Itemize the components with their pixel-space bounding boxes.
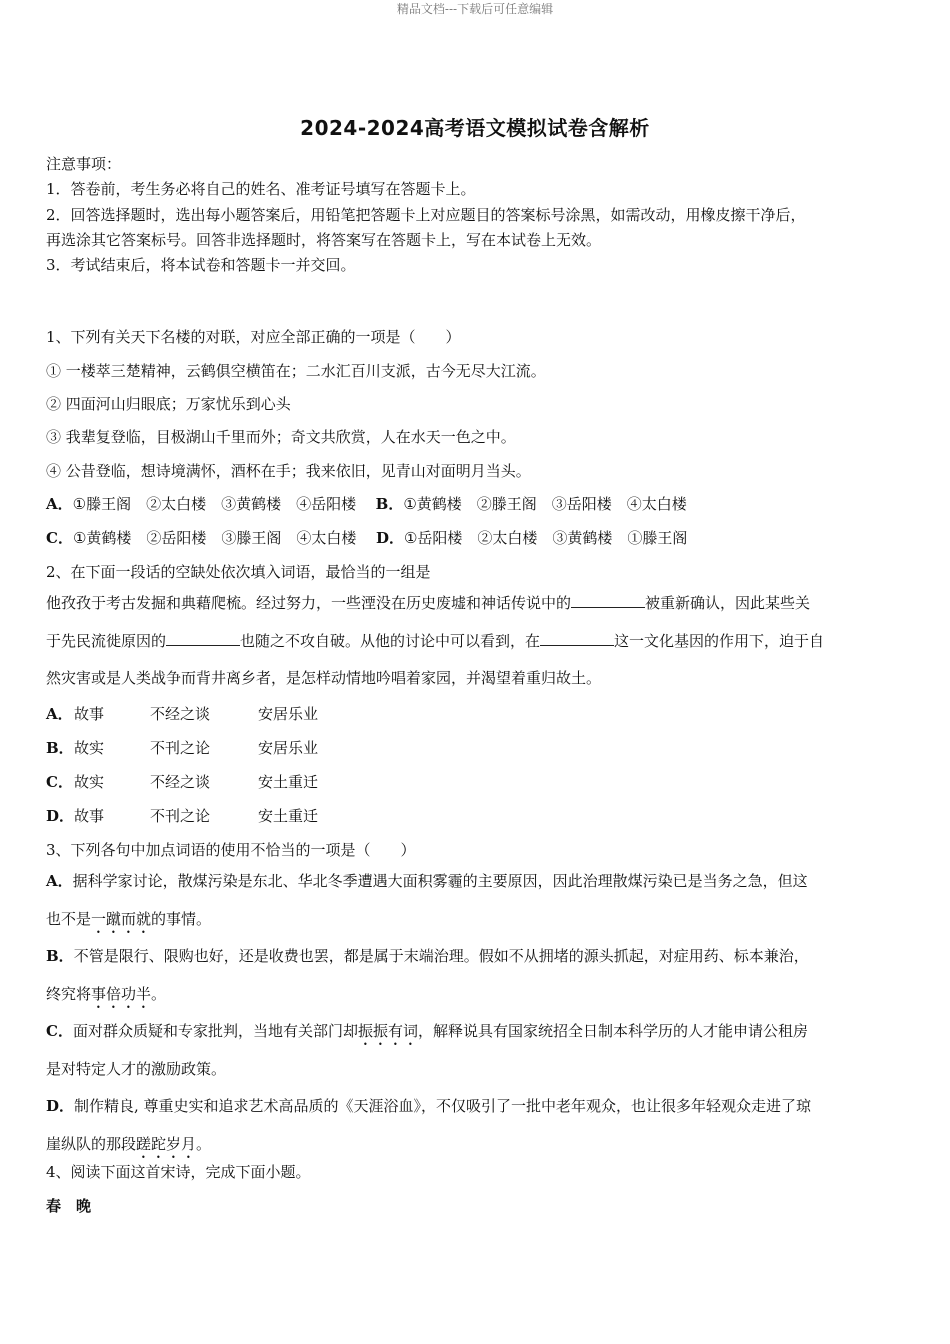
q2-option-b: B．故实 不刊之论 安居乐业 (46, 739, 319, 757)
q1-line-4: ④ 公昔登临，想诗境满怀，酒杯在手；我来依旧，见青山对面明月当头。 (46, 462, 531, 480)
q1-option-b: ①黄鹤楼 ②滕王阁 ③岳阳楼 ④太白楼 (403, 495, 687, 513)
q3-option-b-line-2: 终究将事倍功半。 (46, 984, 167, 1003)
fill-blank (571, 591, 645, 608)
notes-item: 2．回答选择题时，选出每小题答案后，用铅笔把答题卡上对应题目的答案标号涂黑，如需改动，用橡皮擦干净后， (46, 205, 806, 224)
q1-line-3: ③ 我辈复登临，目极湖山千里而外；奇文共欣赏，人在水天一色之中。 (46, 428, 516, 446)
q1-options-row-2 (46, 527, 910, 548)
notes-item: 3．考试结束后，将本试卷和答题卡一并交回。 (46, 256, 356, 275)
q1-line-1: ① 一楼萃三楚精神，云鹤俱空横笛在；二水汇百川支派，古今无尽大江流。 (46, 362, 546, 380)
q2-passage (46, 585, 906, 698)
q1-stem: 1、下列有关天下名楼的对联，对应全部正确的一项是（ ） (46, 328, 461, 346)
q3-option-d-line-1: D．制作精良, 尊重史实和追求艺术高品质的《天涯浴血》，不仅吸引了一批中老年观众，也让很多年轻观众走进了琼 (46, 1097, 812, 1115)
q1-option-c-label: C． (46, 529, 73, 547)
q2-option-a: A．故事 不经之谈 安居乐业 (46, 705, 319, 723)
fill-blank (166, 629, 240, 646)
q2-option-d: D．故事 不刊之论 安土重迁 (46, 807, 319, 825)
q3-option-a-line-2: 也不是一蹴而就的事情。 (46, 909, 212, 928)
q1-options-row-1 (46, 493, 910, 514)
q4-stem: 4、阅读下面这首宋诗，完成下面小题。 (46, 1163, 311, 1181)
q3-option-a-line-1: A．据科学家讨论，散煤污染是东北、华北冬季遭遇大面积雾霾的主要原因，因此治理散煤污染已是当务之急，但这 (46, 872, 808, 890)
q3-stem: 3、下列各句中加点词语的使用不恰当的一项是（ ） (46, 841, 416, 859)
q1-option-a: ①滕王阁 ②太白楼 ③黄鹤楼 ④岳阳楼 (72, 495, 357, 513)
q2-passage-line-2: 于先民流徙原因的 也随之不攻自破。从他的讨论中可以看到，在 这一文化基因的作用下，迫于自 (46, 623, 906, 661)
q2-passage-line-3: 然灾害或是人类战争而背井离乡者，是怎样动情地吟唱着家园，并渴望着重归故土。 (46, 669, 602, 687)
q1-option-d: ①岳阳楼 ②太白楼 ③黄鹤楼 ①滕王阁 (403, 529, 688, 547)
notes-section (46, 152, 910, 278)
q2-passage-line-1: 他孜孜于考古发掘和典藉爬梳。经过努力，一些湮没在历史废墟和神话传说中的 被重新确认，因此某些关 (46, 585, 906, 623)
q1-line-2: ② 四面河山归眼底；万家忧乐到心头 (46, 395, 291, 413)
q3-option-c-line-1: C．面对群众质疑和专家批判，当地有关部门却振振有词，解释说具有国家统招全日制本科学历的人才能申请公租房 (46, 1022, 808, 1040)
q1-option-d-label: D． (375, 529, 404, 547)
notes-heading: 注意事项： (46, 155, 122, 173)
q3-option-b-line-1: B．不管是限行、限购也好，还是收费也罢，都是属于末端治理。假如不从拥堵的源头抓起，对症用药、标本兼治， (46, 947, 809, 965)
q3-options (46, 863, 906, 1163)
page-header: 精品文档---下载后可任意编辑 (396, 2, 554, 16)
q2-stem: 2、在下面一段话的空缺处依次填入词语，最恰当的一组是 (46, 563, 431, 581)
fill-blank (540, 629, 614, 646)
q1-option-c: ①黄鹤楼 ②岳阳楼 ③滕王阁 ④太白楼 (72, 529, 357, 547)
q3-option-d-line-2: 崖纵队的那段蹉跎岁月。 (46, 1134, 212, 1153)
q1-option-a-label: A． (46, 495, 73, 513)
poem-title: 春 晚 (46, 1197, 92, 1215)
notes-item: 1．答卷前，考生务必将自己的姓名、准考证号填写在答题卡上。 (46, 180, 476, 199)
q1-option-b-label: B． (375, 495, 404, 513)
page-title: 2024-2024高考语文模拟试卷含解析 (300, 116, 650, 140)
q3-option-c-line-2: 是对特定人才的激励政策。 (46, 1059, 227, 1078)
notes-item: 再选涂其它答案标号。回答非选择题时，将答案写在答题卡上，写在本试卷上无效。 (46, 230, 602, 249)
q2-option-c: C．故实 不经之谈 安土重迁 (46, 773, 319, 791)
